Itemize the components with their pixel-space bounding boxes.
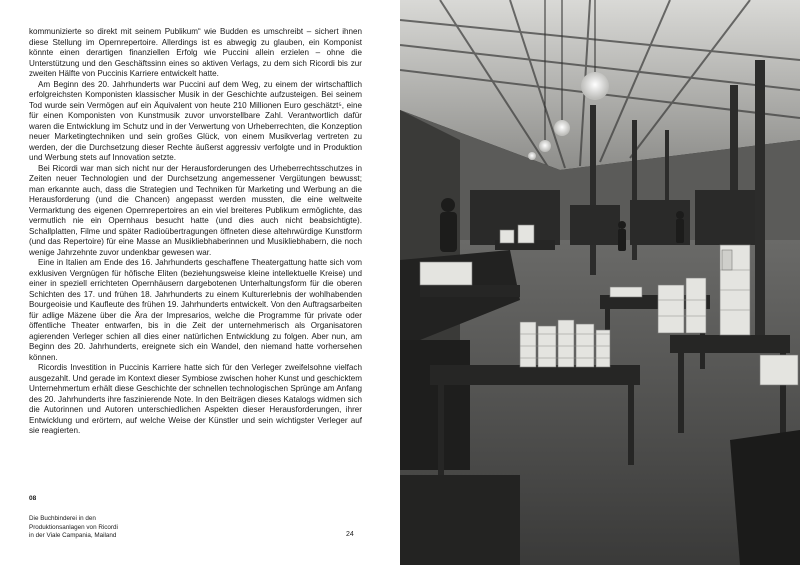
paragraph: Am Beginn des 20. Jahrhunderts war Puccini auf dem Weg, zu einem der wirtschaftlich erfolgreichsten Komponisten klassischer Musik in der Geschichte aufzusteigen. Bei seinem Tod wurde sein Vermögen auf ein Äquivalent von heute 210 Millionen Euro geschätzt⁵, eine für einen Komponisten von Kunstmusik zuvor unvorstellbare Zahl. Verantwortlich dafür waren die Entwicklung im Schutz und in der Verwertung von Urheberrechten, die Konzeption neuer Marketingtechniken und sein großes Glück, von einem Musikverlag vertreten zu werden, der die Durchsetzung dieser Rechte äußerst aggressiv verfolgte und in Produktion und Werbung stets auf Innovation setzte. — [29, 79, 362, 162]
page-number: 24 — [346, 531, 354, 538]
caption-line: Die Buchbinderei in den — [29, 515, 96, 522]
paragraph: Ricordis Investition in Puccinis Karriere hatte sich für den Verleger zweifelsohne vielfach ausgezahlt. Und gerade im Kontext dieser Symbiose zwischen hoher Kunst und geschicktem Unternehmertum erhält diese Geschichte der schnellen technologischen Sprünge am Anfang des 20. Jahrhunderts ihre faszinierende Note. In den Beiträgen dieses Katalogs widmen sich die Autorinnen und Autoren unterschiedlichen Aspekten dieser Herausforderungen, ihrer Entwicklung und erörtern, auf welche Weise der Künstler und sein wichtigster Verleger auf sie reagierten. — [29, 363, 362, 435]
figure-number: 08 — [29, 495, 37, 502]
paragraph: Bei Ricordi war man sich nicht nur der Herausforderungen des Urheberrechtsschutzes in Zeiten neuer Technologien und der Durchsetzung angemessener Vergütungen bewusst; man erkannte auch, dass die Strategien und Techniken für Marketing und Werbung an die Herausforderung (und die Chancen) angepasst werden mussten, die eine weltweite Vermarktung des eigenen Opernrepertoires an ein viel breiteres Publikum ermöglichte, das vermutlich nie ein Opernhaus besucht hatte (und dies auch nicht beabsichtigte). Schallplatten, Filme und später Radioübertragungen öffneten diese altehrwürdige Kunstform (und das Repertoire) für eine Masse an Musikliebhaberinnen und Musikliebhabern, die noch wenige Jahrzehnte zuvor undenkbar gewesen war. — [29, 163, 362, 257]
factory-photo — [400, 0, 800, 565]
paragraph: kommunizierte so direkt mit seinem Publikum“ wie Budden es umschreibt – sichert ihnen diese Stellung im Opernrepertoire. Allerdings ist es abwegig zu glauben, ein Komponist könnte einen derartigen finanziellen Erfolg wie Puccini allein erzielen – ohne die Unterstützung und den Geschäftssinn eines so aktiven Verlags, zu dem sich Ricordi bis zur zweiten Hälfte von Puccinis Karriere entwickelt hatte. — [29, 27, 362, 78]
paragraph: Eine in Italien am Ende des 16. Jahrhunderts geschaffene Theatergattung hatte sich vom exklusiven Vergnügen für höfische Eliten (beziehungsweise kleine intellektuelle Kreise) und einer in speziell errichteten Opernhäusern dargebotenen Unterhaltungsform für die oberen Schichten des 17. und frühen 18. Jahrhunderts zu einem Kulturerlebnis der wohlhabenden Bourgeoisie und Kaufleute des frühen 19. Jahrhunderts entwickelt. Von den Auftragsarbeiten für adlige Mäzene über die Ära der Impresarios, welche die Programme für private oder öffentliche Theater entwarfen, bis in die Zeit der unternehmerisch als Organisatoren agierenden Verleger schien all dies einer natürlichen Entwicklung zu folgen. Aber nun, am Beginn des 20. Jahrhunderts, ereignete sich ein Wandel, den niemand hatte vorhersehen können. — [29, 258, 362, 362]
photo-illustration — [400, 0, 800, 565]
caption-line: Produktionsanlagen von Ricordi — [29, 523, 118, 531]
caption-line: in der Viale Campania, Mailand — [29, 532, 117, 540]
body-text — [29, 27, 362, 437]
figure-caption — [29, 515, 159, 541]
